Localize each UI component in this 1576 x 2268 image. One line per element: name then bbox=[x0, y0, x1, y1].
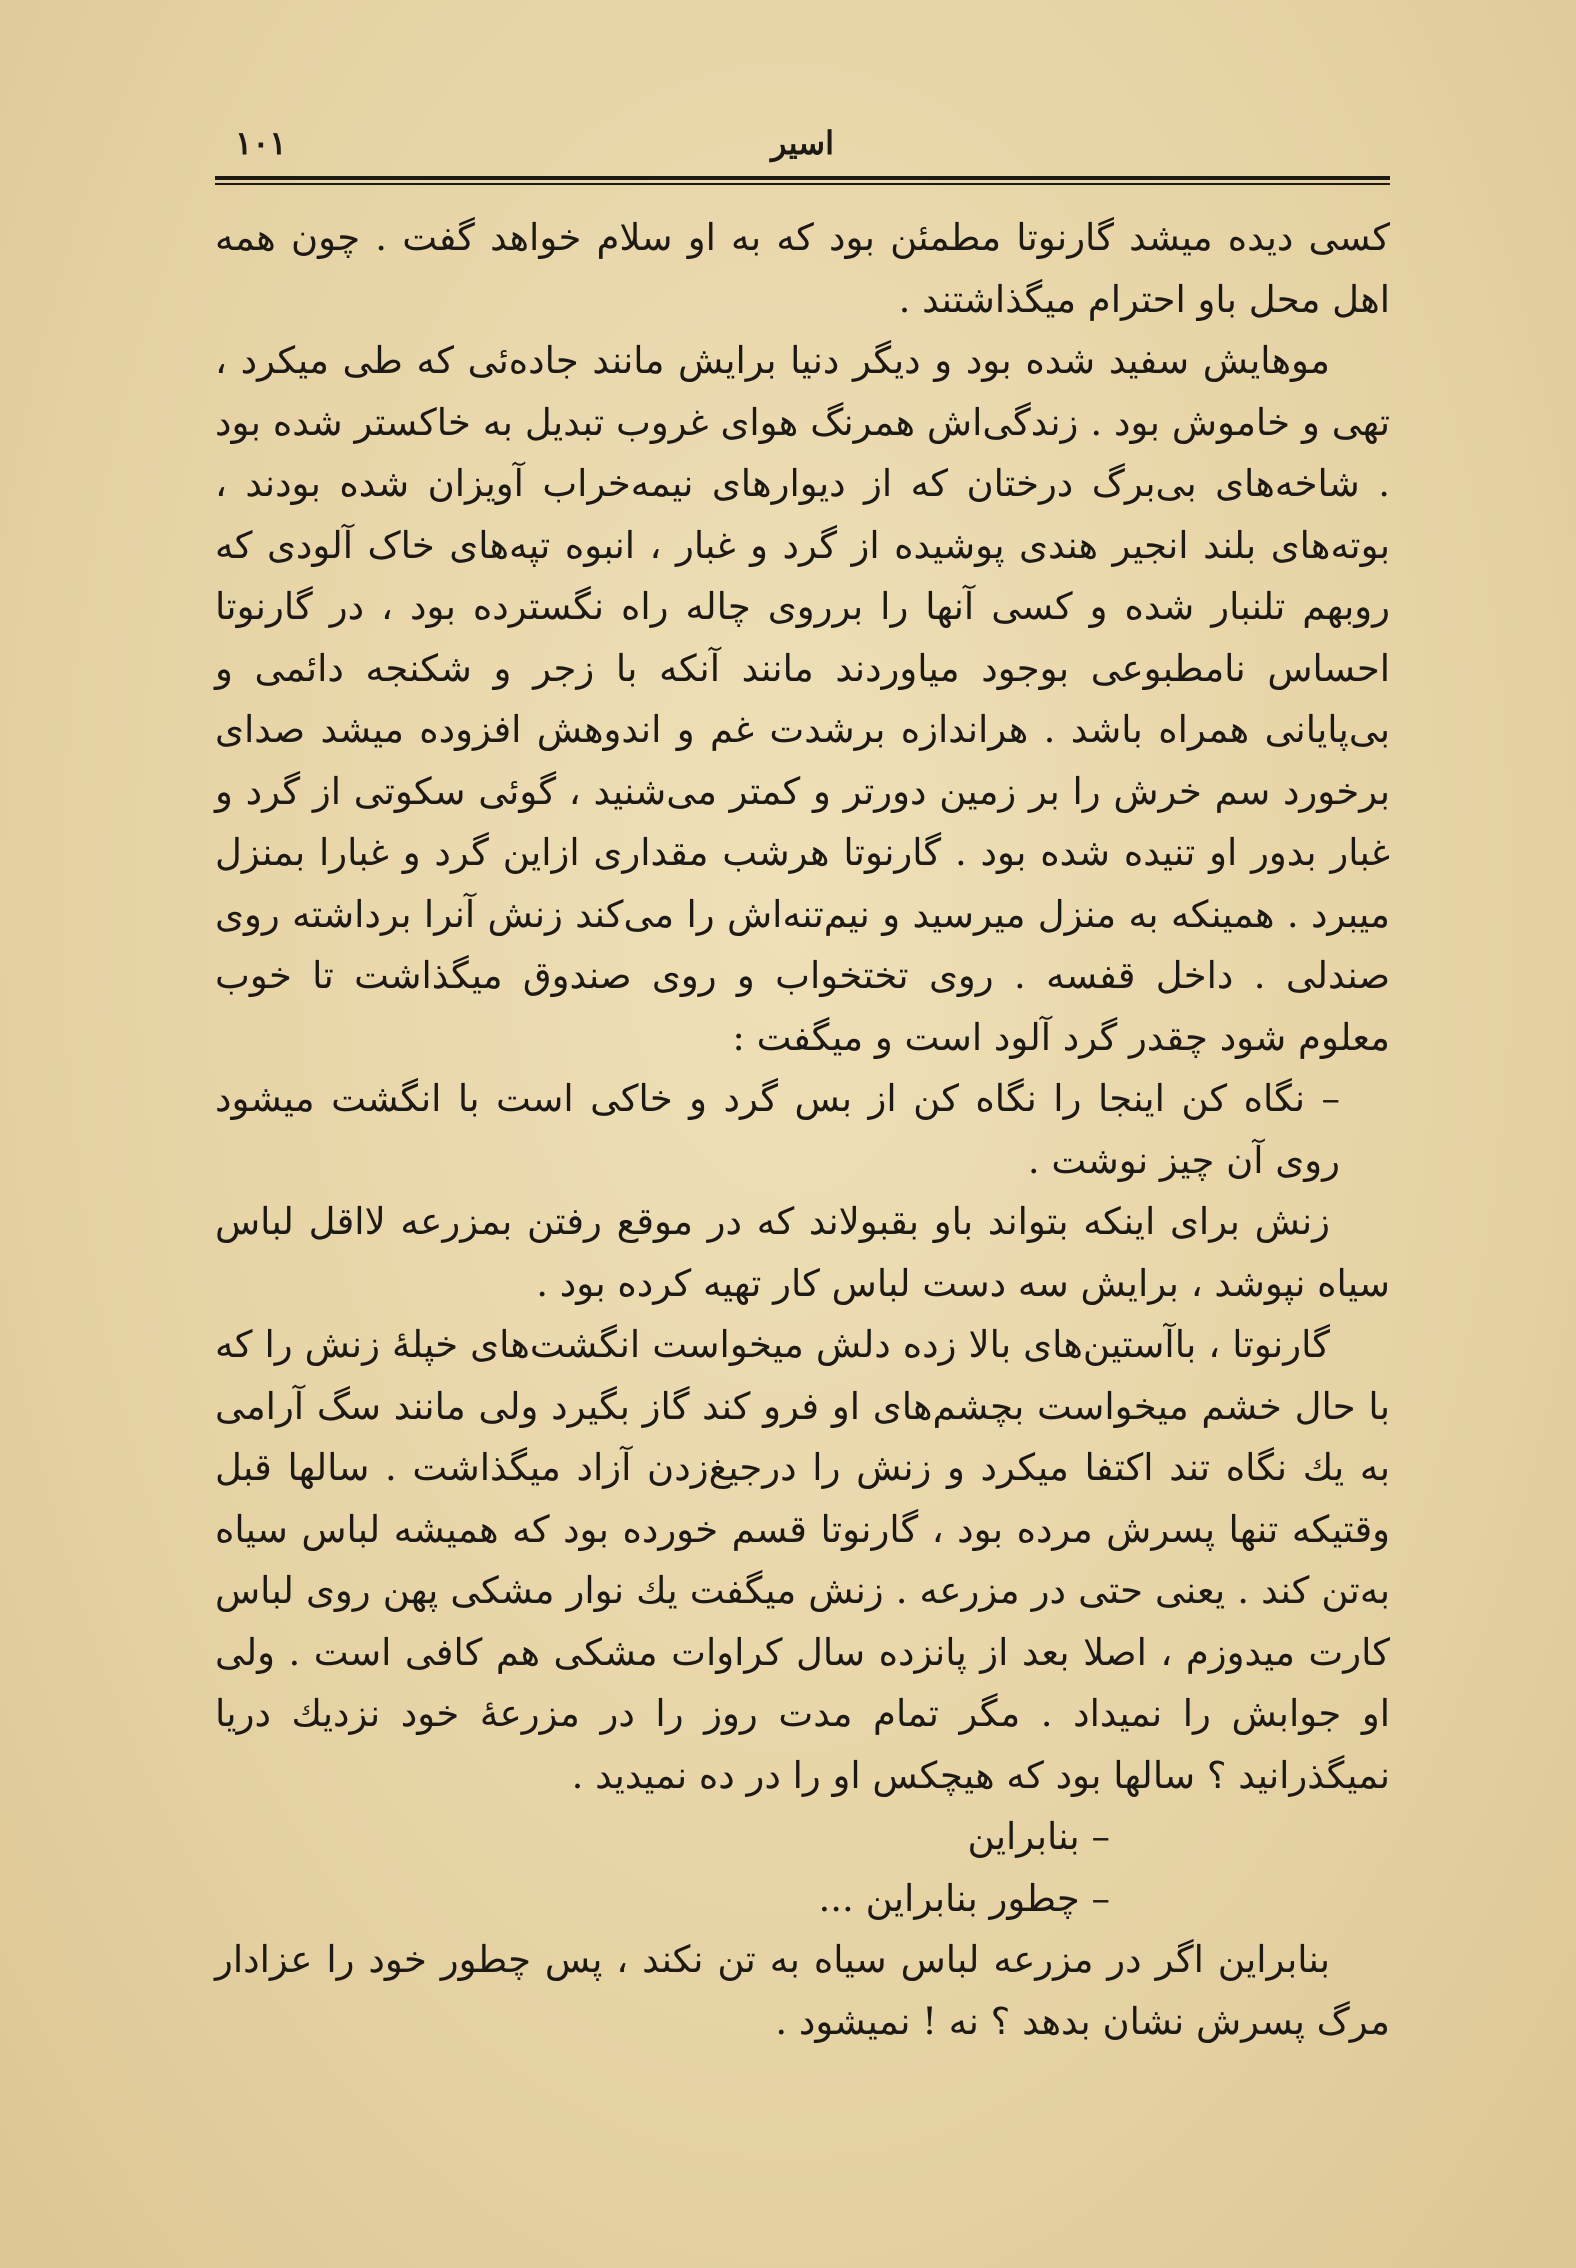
body-text bbox=[215, 207, 1390, 2052]
page-number: ۱۰۱ bbox=[235, 124, 287, 162]
page-header bbox=[215, 108, 1390, 168]
paragraph-1: کسی دیده میشد گارنوتا مطمئن بود که به او سلام خواهد گفت . چون همه اهل محل باو احترام میگذاشتند . bbox=[215, 216, 1390, 321]
dialogue-line-2: – بنابراین bbox=[967, 1815, 1110, 1858]
paragraph-3: زنش برای اینکه بتواند باو بقبولاند که در موقع رفتن بمزرعه لااقل لباس سیاه نپوشد ، برایش سه دست لباس کار تهیه کرده بود . bbox=[215, 1200, 1390, 1305]
dialogue-line-1: – نگاه کن اینجا را نگاه کن از بس گرد و خاکی است با انگشت میشود روی آن چیز نوشت . bbox=[215, 1077, 1340, 1182]
header-rule-thin bbox=[215, 183, 1390, 185]
paragraph-4: گارنوتا ، باآستین‌های بالا زده دلش میخواست انگشت‌های خپلهٔ زنش را که با حال خشم میخواست بچشم‌های او فرو کند گاز بگیرد ولی مانند سگ آرامی به یك نگاه تند اکتفا میکرد و زنش را درجیغ‌زدن آزاد میگذاشت . سالها قبل وقتیکه تنها پسرش مرده بود ، گارنوتا قسم خورده بود که همیشه لباس سیاه به‌تن کند . یعنی حتی در مزرعه . زنش میگفت یك نوار مشکی پهن روی لباس کارت میدوزم ، اصلا بعد از پانزده سال کراوات مشکی هم کافی است . ولی او جوابش را نمیداد . مگر تمام مدت روز را در مزرعهٔ خود نزدیك دریا نمیگذرانید ؟ سالها بود که هیچکس او را در ده نمیدید . bbox=[215, 1323, 1390, 1797]
header-rule-thick bbox=[215, 176, 1390, 180]
running-title: اسیر bbox=[770, 124, 834, 162]
book-page bbox=[215, 108, 1390, 2052]
dialogue-line-3: – چطور بنابراین ... bbox=[818, 1876, 1110, 1920]
paragraph-5: بنابراین اگر در مزرعه لباس سیاه به تن نکند ، پس چطور خود را عزادار مرگ پسرش نشان بدهد ؟ نه ! نمیشود . bbox=[215, 1938, 1390, 2043]
paragraph-2: موهایش سفید شده بود و دیگر دنیا برایش مانند جاده‌ئی که طی میکرد ، تهی و خاموش بود . زندگی‌اش همرنگ هوای غروب تبدیل به خاکستر شده بود . شاخه‌های بی‌برگ درختان که از دیوارهای نیمه‌خراب آویزان شده بودند ، بوته‌های بلند انجیر هندی پوشیده از گرد و غبار ، انبوه تپه‌های خاک آلودی که روبهم تلنبار شده و کسی آنها را برروی چاله راه نگسترده بود ، در گارنوتا احساس نامطبوعی بوجود میاوردند مانند آنکه با زجر و شکنجه دائمی و بی‌پایانی همراه باشد . هراندازه برشدت غم و اندوهش افزوده میشد صدای برخورد سم خرش را بر زمین دورتر و کمتر می‌شنید ، گوئی سکوتی از گرد و غبار بدور او تنیده شده بود . گارنوتا هرشب مقداری ازاین گرد و غبارا بمنزل میبرد . همینکه به منزل میرسید و نیم‌تنه‌اش را می‌کند زنش آنرا برداشته روی صندلی . داخل قفسه . روی تختخواب و روی صندوق میگذاشت تا خوب معلوم شود چقدر گرد آلود است و میگفت : bbox=[215, 339, 1390, 1059]
